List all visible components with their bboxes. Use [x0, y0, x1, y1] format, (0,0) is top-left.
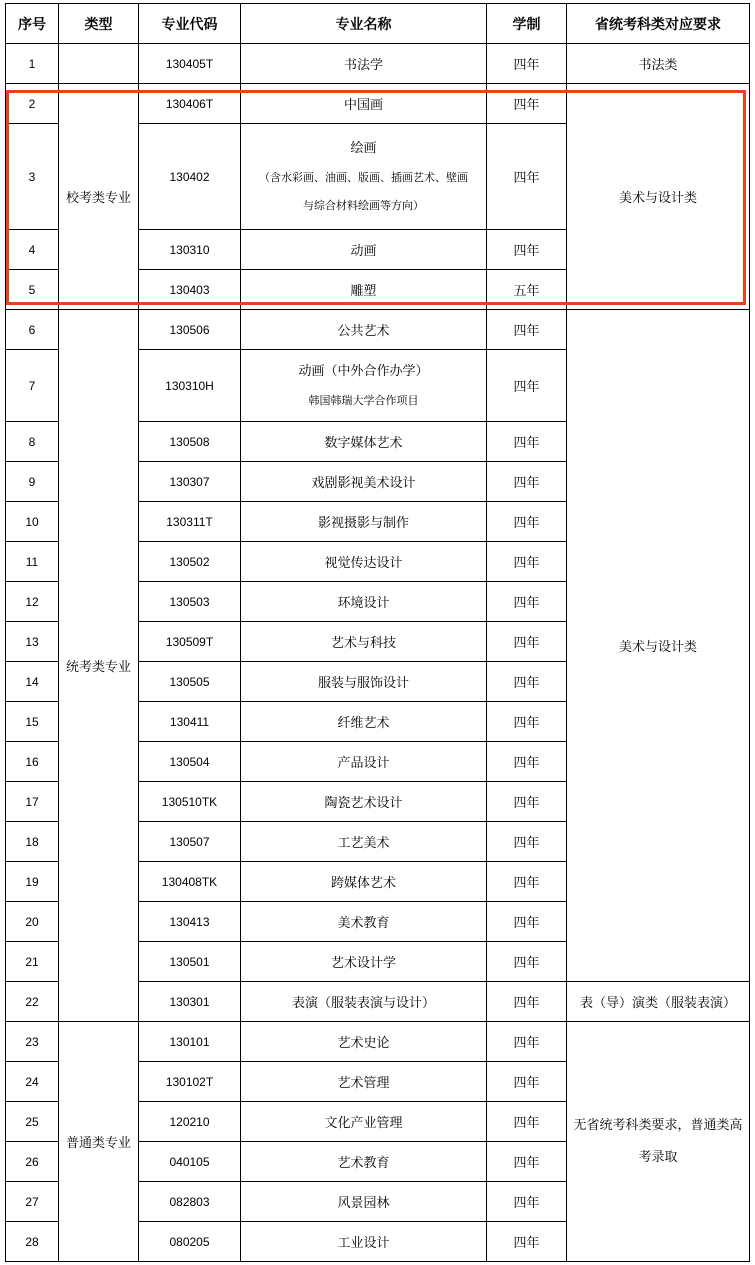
cell-name-main: 动画（中外合作办学） [298, 363, 429, 379]
cell-code: 130507 [139, 822, 241, 862]
majors-table [5, 3, 750, 1262]
cell-code: 040105 [139, 1142, 241, 1182]
cell-name: 服装与服饰设计 [241, 662, 487, 702]
cell-no: 19 [6, 862, 59, 902]
cell-name: 文化产业管理 [241, 1102, 487, 1142]
cell-years: 四年 [487, 982, 567, 1022]
cell-name-main: 绘画 [350, 140, 377, 156]
cell-years: 四年 [487, 462, 567, 502]
cell-name: 公共艺术 [241, 310, 487, 350]
cell-no: 10 [6, 502, 59, 542]
cell-years: 四年 [487, 1182, 567, 1222]
cell-requirement: 美术与设计类 [567, 84, 750, 310]
cell-name: 纤维艺术 [241, 702, 487, 742]
header-row [6, 4, 750, 44]
cell-name: 环境设计 [241, 582, 487, 622]
cell-code: 130301 [139, 982, 241, 1022]
cell-no: 18 [6, 822, 59, 862]
cell-no: 22 [6, 982, 59, 1022]
cell-no: 14 [6, 662, 59, 702]
table-row [6, 44, 750, 84]
cell-code: 130101 [139, 1022, 241, 1062]
cell-years: 四年 [487, 1142, 567, 1182]
table-row [6, 84, 750, 124]
cell-years: 四年 [487, 782, 567, 822]
cell-no: 17 [6, 782, 59, 822]
cell-years: 四年 [487, 1102, 567, 1142]
cell-years: 四年 [487, 582, 567, 622]
cell-years: 四年 [487, 310, 567, 350]
cell-code: 130406T [139, 84, 241, 124]
cell-code: 080205 [139, 1222, 241, 1262]
cell-years: 四年 [487, 742, 567, 782]
cell-code: 130504 [139, 742, 241, 782]
cell-code: 130102T [139, 1062, 241, 1102]
cell-code: 130310H [139, 350, 241, 422]
cell-code: 130307 [139, 462, 241, 502]
cell-years: 四年 [487, 44, 567, 84]
header-no: 序号 [6, 4, 59, 44]
cell-no: 2 [6, 84, 59, 124]
cell-code: 130506 [139, 310, 241, 350]
cell-type-empty [59, 44, 139, 84]
cell-requirement: 表（导）演类（服装表演） [567, 982, 750, 1022]
cell-no: 6 [6, 310, 59, 350]
cell-years: 四年 [487, 622, 567, 662]
cell-years: 四年 [487, 1062, 567, 1102]
cell-years: 四年 [487, 1222, 567, 1262]
cell-years: 四年 [487, 702, 567, 742]
cell-code: 130411 [139, 702, 241, 742]
cell-name: 工业设计 [241, 1222, 487, 1262]
cell-no: 20 [6, 902, 59, 942]
cell-no: 1 [6, 44, 59, 84]
cell-code: 130505 [139, 662, 241, 702]
cell-type-unified: 统考类专业 [59, 310, 139, 1022]
cell-name: 风景园林 [241, 1182, 487, 1222]
cell-requirement: 书法类 [567, 44, 750, 84]
cell-no: 24 [6, 1062, 59, 1102]
cell-name-sub: 与综合材料绘画等方向） [303, 198, 424, 212]
cell-no: 25 [6, 1102, 59, 1142]
cell-no: 5 [6, 270, 59, 310]
cell-no: 28 [6, 1222, 59, 1262]
cell-code: 130502 [139, 542, 241, 582]
cell-name: 跨媒体艺术 [241, 862, 487, 902]
cell-code: 130405T [139, 44, 241, 84]
cell-name: 雕塑 [241, 270, 487, 310]
cell-code: 130311T [139, 502, 241, 542]
cell-name: 产品设计 [241, 742, 487, 782]
cell-code: 130408TK [139, 862, 241, 902]
cell-code: 130310 [139, 230, 241, 270]
cell-name: 戏剧影视美术设计 [241, 462, 487, 502]
header-name: 专业名称 [241, 4, 487, 44]
cell-no: 9 [6, 462, 59, 502]
cell-name: 艺术管理 [241, 1062, 487, 1102]
cell-years: 四年 [487, 822, 567, 862]
cell-name: 视觉传达设计 [241, 542, 487, 582]
cell-no: 21 [6, 942, 59, 982]
cell-requirement: 无省统考科类要求，普通类高考录取 [567, 1022, 750, 1262]
cell-no: 15 [6, 702, 59, 742]
cell-name: 影视摄影与制作 [241, 502, 487, 542]
cell-name: 表演（服装表演与设计） [241, 982, 487, 1022]
cell-no: 7 [6, 350, 59, 422]
cell-no: 13 [6, 622, 59, 662]
cell-years: 四年 [487, 350, 567, 422]
table-row [6, 1022, 750, 1062]
cell-type-general: 普通类专业 [59, 1022, 139, 1262]
header-type: 类型 [59, 4, 139, 44]
cell-name: 艺术与科技 [241, 622, 487, 662]
cell-name: 艺术设计学 [241, 942, 487, 982]
cell-years: 四年 [487, 862, 567, 902]
cell-name-sub: 韩国韩瑞大学合作项目 [308, 393, 419, 407]
cell-years: 四年 [487, 124, 567, 230]
cell-years: 四年 [487, 1022, 567, 1062]
cell-name: 陶瓷艺术设计 [241, 782, 487, 822]
cell-code: 130509T [139, 622, 241, 662]
cell-name: 艺术教育 [241, 1142, 487, 1182]
cell-name: 书法学 [241, 44, 487, 84]
cell-no: 12 [6, 582, 59, 622]
cell-years: 四年 [487, 84, 567, 124]
cell-requirement: 美术与设计类 [567, 310, 750, 982]
cell-code: 130403 [139, 270, 241, 310]
cell-years: 五年 [487, 270, 567, 310]
cell-code: 130508 [139, 422, 241, 462]
table-row [6, 310, 750, 350]
cell-name [241, 350, 487, 422]
cell-name: 动画 [241, 230, 487, 270]
cell-name: 美术教育 [241, 902, 487, 942]
cell-years: 四年 [487, 542, 567, 582]
cell-name [241, 124, 487, 230]
cell-years: 四年 [487, 502, 567, 542]
cell-name: 数字媒体艺术 [241, 422, 487, 462]
cell-years: 四年 [487, 942, 567, 982]
cell-code: 130501 [139, 942, 241, 982]
header-code: 专业代码 [139, 4, 241, 44]
cell-no: 4 [6, 230, 59, 270]
cell-no: 11 [6, 542, 59, 582]
cell-years: 四年 [487, 422, 567, 462]
cell-no: 16 [6, 742, 59, 782]
cell-no: 26 [6, 1142, 59, 1182]
cell-type-school: 校考类专业 [59, 84, 139, 310]
cell-code: 082803 [139, 1182, 241, 1222]
cell-no: 27 [6, 1182, 59, 1222]
cell-years: 四年 [487, 902, 567, 942]
cell-code: 130413 [139, 902, 241, 942]
cell-name: 工艺美术 [241, 822, 487, 862]
cell-name: 中国画 [241, 84, 487, 124]
cell-code: 130402 [139, 124, 241, 230]
cell-years: 四年 [487, 230, 567, 270]
cell-no: 23 [6, 1022, 59, 1062]
cell-years: 四年 [487, 662, 567, 702]
cell-name: 艺术史论 [241, 1022, 487, 1062]
header-years: 学制 [487, 4, 567, 44]
cell-code: 120210 [139, 1102, 241, 1142]
cell-code: 130503 [139, 582, 241, 622]
cell-no: 3 [6, 124, 59, 230]
cell-name-sub: （含水彩画、油画、版画、插画艺术、壁画 [259, 170, 468, 184]
cell-code: 130510TK [139, 782, 241, 822]
cell-no: 8 [6, 422, 59, 462]
header-requirement: 省统考科类对应要求 [567, 4, 750, 44]
